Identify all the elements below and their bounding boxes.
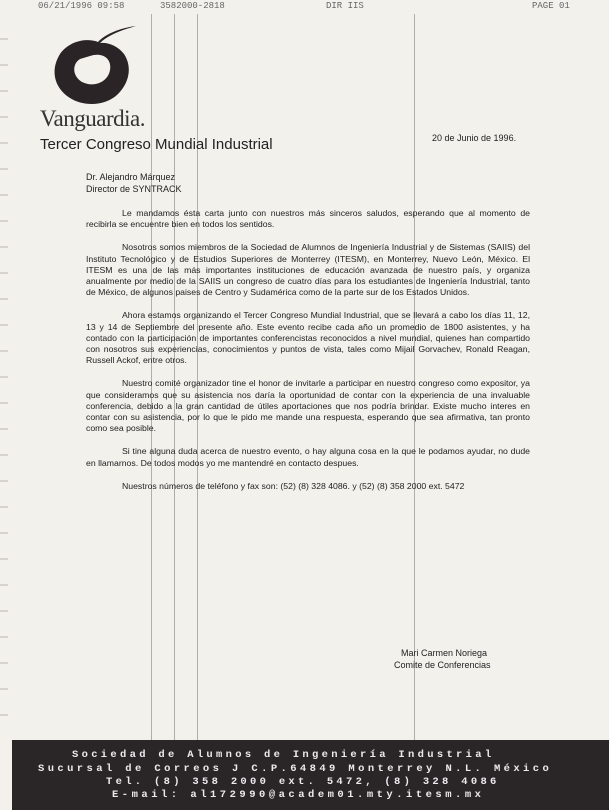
vanguardia-swirl-logo (50, 22, 145, 113)
scan-edge-marks (0, 14, 8, 740)
footer-org: Sociedad de Alumnos de Ingeniería Industrial (72, 749, 495, 761)
congress-title: Tercer Congreso Mundial Industrial (40, 136, 273, 153)
recipient-name: Dr. Alejandro Márquez (86, 172, 176, 182)
footer-email: E-mail: al172990@academ01.mty.itesm.mx (112, 789, 485, 801)
letter-date: 20 de Junio de 1996. (432, 133, 517, 143)
paragraph: Le mandamos ésta carta junto con nuestros más sinceros saludos, esperando que al momento de recibirla se encuentre bien en todos los sentidos. (86, 208, 530, 230)
fax-page: PAGE 01 (532, 1, 570, 11)
brand-name: Vanguardia. (40, 106, 145, 131)
fax-dir: DIR IIS (326, 1, 364, 11)
paragraph: Si tine alguna duda acerca de nuestro evento, o hay alguna cosa en la que le podamos ayudar, no dude en llamarnos. De todos modos yo me mantendré en contacto despues. (86, 446, 530, 468)
recipient-block (86, 171, 182, 195)
recipient-title: Director de SYNTRACK (86, 184, 182, 194)
footer-address: Sucursal de Correos J C.P.64849 Monterrey N.L. México (38, 763, 553, 775)
fax-datetime: 06/21/1996 09:58 (38, 1, 125, 11)
paragraph: Nosotros somos miembros de la Sociedad de Alumnos de Ingeniería Industrial y de Sistemas (SAIIS) del Instituto Tecnológico y de Estudios Superiores de Monterrey (ITESM), en Monterrey, Nuevo León, México. El ITESM es una de las más importantes instituciones de educación avanzada de nuestro país, y organiza anualmente por medio de la SAIIS un congreso de cuatro días para los estudiantes de Ingeniería Industrial, tanto de México, de algunos paises de Centro y Sudamérica como de la parte sur de los Estados Unidos. (86, 242, 530, 298)
paragraph: Nuestro comité organizador tine el honor de invitarle a participar en nuestro congreso como expositor, ya que consideramos que su asistencia nos daría la oportunidad de contar con la experiencia de una invaluable conferencia, debido a la gran cantidad de útiles aportaciones que nos podría brindar. Existe mucho interes en contar con su asistencia, por lo que le pido me mande una respuesta, esperando que sea afirmativa, tan pronto como sea posible. (86, 378, 530, 434)
letter-body (86, 208, 530, 504)
signature-name: Mari Carmen Noriega (401, 648, 488, 658)
paragraph: Ahora estamos organizando el Tercer Congreso Mundial Industrial, que se llevará a cabo los días 11, 12, 13 y 14 de Septiembre del presente año. Este evento recibe cada año un promedio de 1800 asistentes, y ha contado con la participación de importantes conferencistas reconocidos a nivel mundial, quienes han compartido con nosotros sus experiencias, conocimientos y puntos de vista, tales como Mijail Gorvachev, Ronald Reagan, Russell Ackof, entre otros. (86, 310, 530, 366)
fax-header (0, 0, 609, 14)
paragraph: Nuestros números de teléfono y fax son: (52) (8) 328 4086. y (52) (8) 358 2000 ext. 5472 (122, 480, 465, 491)
footer-phone: Tel. (8) 358 2000 ext. 5472, (8) 328 4086 (106, 776, 500, 788)
footer-band (12, 740, 609, 810)
signature-role: Comite de Conferencias (394, 660, 491, 670)
signature-block (394, 647, 491, 671)
fax-number: 3582000-2818 (160, 1, 225, 11)
